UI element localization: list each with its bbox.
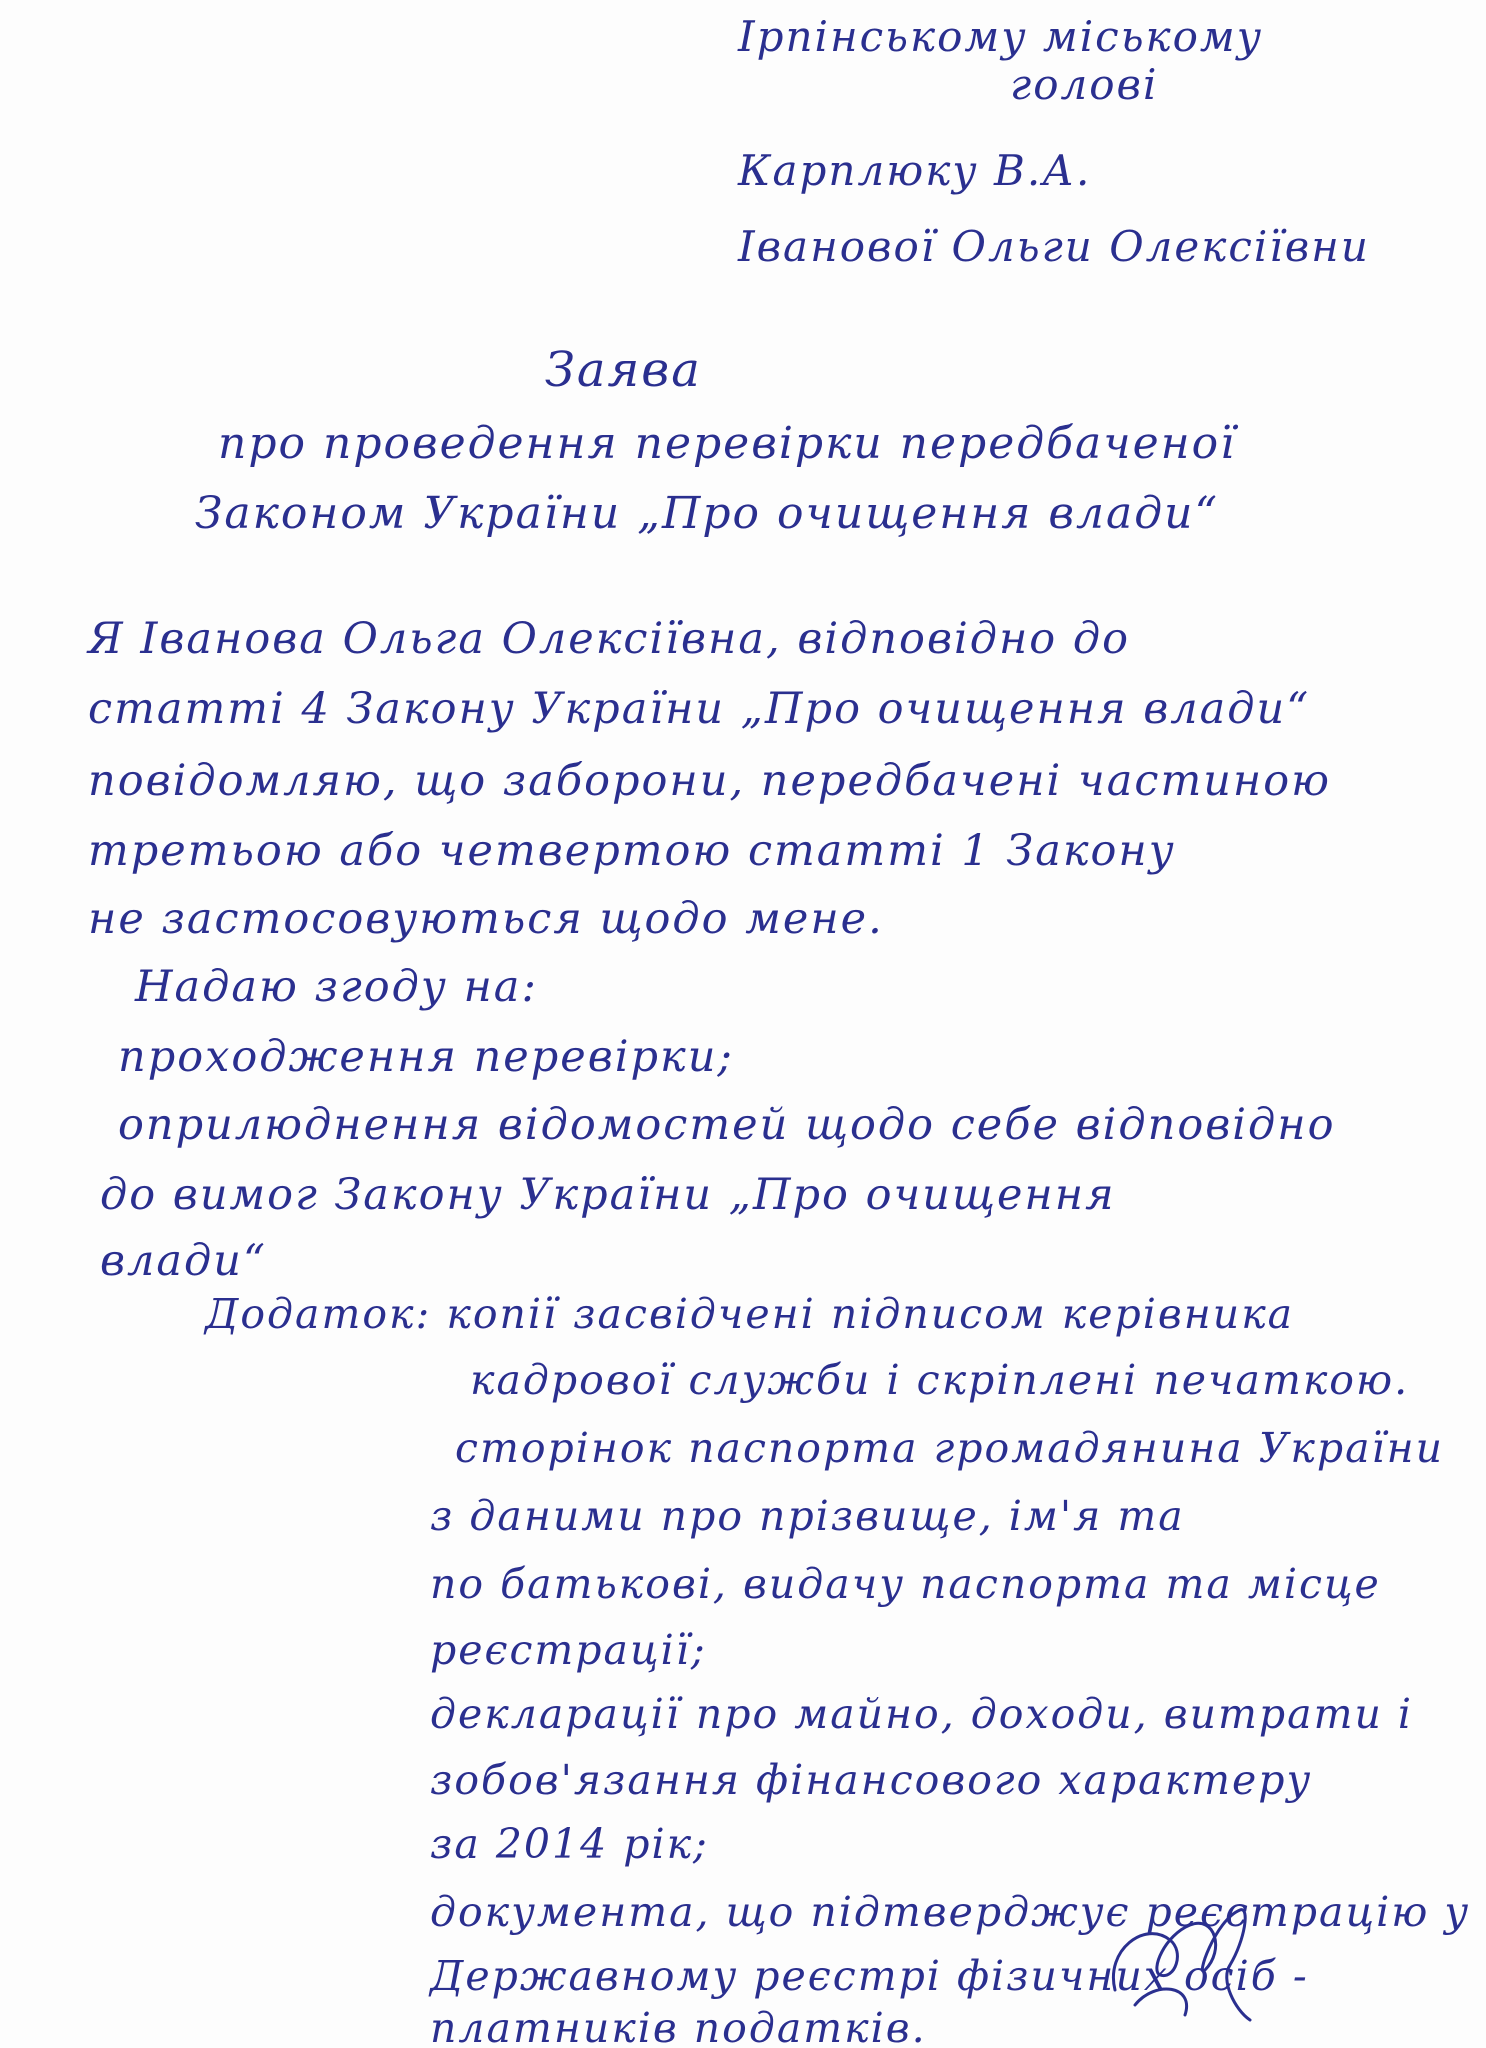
statement-line-1: Я Іванова Ольга Олексіївна, відповідно до [88,614,1131,664]
document-title: Заява [545,342,702,398]
attachment-line-10: документа, що підтверджує реєстрацію у [430,1888,1471,1936]
attachment-line-1: Додаток: копії засвідчені підписом керівника [205,1290,1295,1338]
addressee-name: Карплюку В.А. [738,146,1092,195]
subtitle-line-2: Законом України „Про очищення влади“ [195,488,1219,539]
attachment-line-9: за 2014 рік; [430,1820,709,1868]
consent-line-5: влади“ [100,1236,267,1286]
attachment-line-5: по батькові, видачу паспорта та місце [430,1560,1381,1608]
consent-line-2: проходження перевірки; [118,1032,734,1082]
consent-line-1: Надаю згоду на: [135,962,538,1012]
subtitle-line-1: про проведення перевірки передбаченої [218,418,1237,469]
attachment-line-6: реєстрації; [430,1626,707,1674]
consent-line-4: до вимог Закону України „Про очищення [100,1170,1116,1220]
addressee-line-2: голові [1010,60,1159,109]
statement-line-3: повідомляю, що заборони, передбачені частиною [88,756,1331,806]
consent-line-3: оприлюднення відомостей щодо себе відповідно [118,1100,1336,1150]
handwritten-signature [1075,1880,1275,2030]
statement-line-2: статті 4 Закону України „Про очищення влади“ [88,684,1311,734]
attachment-line-4: з даними про прізвище, ім'я та [430,1492,1185,1540]
attachment-line-2: кадрової служби і скріплені печаткою. [470,1356,1410,1404]
attachment-line-12: платників податків. [430,2004,927,2048]
statement-line-4: третьою або четвертою статті 1 Закону [88,826,1176,876]
attachment-line-3: сторінок паспорта громадянина України [455,1424,1445,1472]
attachment-line-7: декларації про майно, доходи, витрати і [430,1690,1414,1738]
attachment-line-11: Державному реєстрі фізичних осіб - [430,1952,1309,2000]
statement-line-5: не застосовуються щодо мене. [88,894,884,944]
sender-name: Іванової Ольги Олексіївни [738,222,1370,271]
addressee-line-1: Ірпінському міському [738,12,1264,61]
attachment-line-8: зобов'язання фінансового характеру [430,1756,1313,1804]
